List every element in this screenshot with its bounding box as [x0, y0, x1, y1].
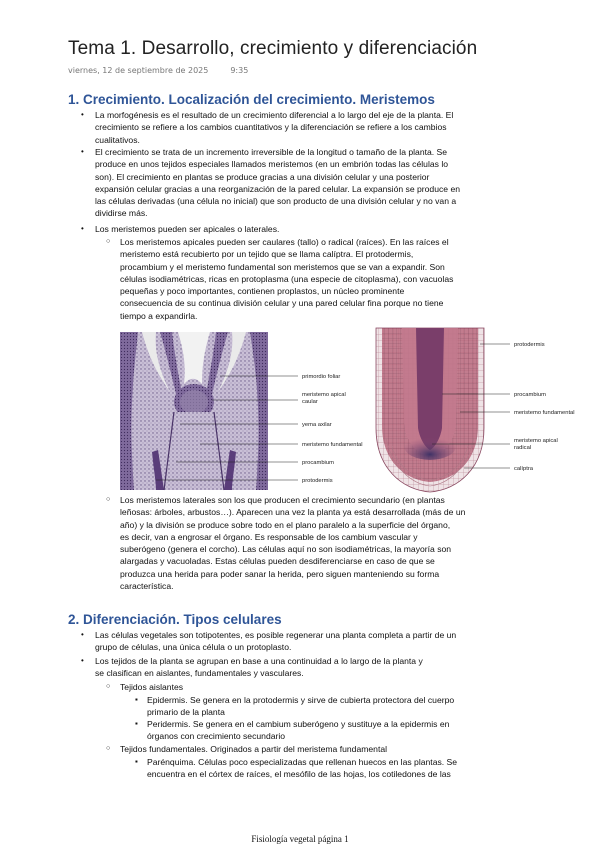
- text-line: produce en unos tejidos especiales llamados meristemos (en un embrión todas las células lo: [95, 159, 449, 170]
- text-line: produzca una herida para poder sanar la herida, pero siguen manteniendo su forma: [120, 568, 440, 579]
- item-periderm: [147, 718, 449, 743]
- bullet-morphogenesis: [95, 109, 453, 146]
- text-line: meristemo está recubierto por un tejido que se llama calíptra. El protodermis,: [120, 249, 414, 260]
- text-line: ○ Los meristemos apicales pueden ser caulares (tallo) o radical (raíces). En las raíces el: [120, 237, 449, 247]
- text-line: alargadas y vacuoladas. Estas células pueden desdiferenciarse en caso de que se: [120, 556, 435, 567]
- text-line: • Los tejidos de la planta se agrupan en base a una continuidad a lo largo de la planta y: [95, 656, 423, 666]
- text-line: expansión celular gracias a una reorganización de la pared celular. La expansión se produce en: [95, 183, 460, 194]
- root-apex-figure: [368, 328, 575, 494]
- text-line: • El crecimiento se trata de un incremento irreversible de la longitud o tamaño de la planta. Se: [95, 147, 448, 157]
- stem-apex-figure: [120, 332, 363, 490]
- text-line: • Las células vegetales son totipotentes, es posible regenerar una planta completa a partir de un: [95, 630, 457, 640]
- label-shoot-apical-meristem: meristemo apical: [302, 392, 346, 398]
- label-root-ground-meristem: meristemo fundamental: [514, 410, 575, 416]
- text-line: suberógeno (genera el corcho). Las células aquí no son isodiamétricas, la mayoría son: [120, 544, 452, 555]
- text-line: ▪ Epidermis. Se genera en la protodermis y sirve de cubierta protectora del cuerpo: [147, 695, 455, 705]
- text-line: se clasifican en aislantes, fundamentales y vasculares.: [95, 668, 304, 679]
- text-line: procambium y el meristemo fundamental son meristemos que se van a expandir. Son: [120, 261, 445, 272]
- text-line: ○ Los meristemos laterales son los que producen el crecimiento secundario (en plantas: [120, 495, 445, 505]
- timestamp: [68, 66, 248, 75]
- text-line: grupo de células, una única célula o un protoplasto.: [95, 642, 292, 653]
- label-root-protoderm: protodermis: [514, 342, 545, 348]
- bullet-growth: [95, 146, 460, 220]
- section-heading-differentiation: 2. Diferenciación. Tipos celulares: [68, 612, 282, 627]
- text-line: es decir, van a engrosar el órgano. Es responsable de los cambium vascular y: [120, 531, 418, 542]
- text-line: • Los meristemos pueden ser apicales o laterales.: [95, 224, 280, 234]
- text-line: ○ Tejidos aislantes: [120, 682, 184, 692]
- label-procambium: procambium: [302, 460, 334, 466]
- label-shoot-apical-meristem-2: caular: [302, 399, 318, 405]
- page-footer: Fisiología vegetal página 1: [251, 834, 349, 844]
- bullet-tissue-groups: [95, 655, 423, 680]
- text-line: ▪ Peridermis. Se genera en el cambium suberógeno y sustituye a la epidermis en: [147, 719, 450, 729]
- label-root-cap: calíptra: [514, 466, 534, 472]
- subbullet-ground-tissues: [120, 743, 387, 755]
- label-root-procambium: procambium: [514, 392, 546, 398]
- subbullet-apical-meristems: [120, 236, 453, 322]
- label-protoderm: protodermis: [302, 478, 333, 484]
- date-text: viernes, 12 de septiembre de 2025: [68, 66, 209, 75]
- bullet-totipotency: [95, 629, 456, 654]
- subbullet-lateral-meristems: [120, 494, 465, 592]
- subbullet-insulating-tissues: [120, 681, 183, 693]
- text-line: característica.: [120, 581, 174, 592]
- text-line: dividirse más.: [95, 208, 148, 219]
- label-leaf-primordium: primordio foliar: [302, 374, 341, 380]
- text-line: primario de la planta: [147, 707, 225, 718]
- text-line: encuentra en el córtex de raíces, el mesófilo de las hojas, los cotiledones de las: [147, 769, 451, 780]
- item-epidermis: [147, 694, 454, 719]
- page-title: Tema 1. Desarrollo, crecimiento y diferenciación: [68, 38, 478, 59]
- bullet-meristem-types: [95, 223, 279, 235]
- section-heading-growth: 1. Crecimiento. Localización del crecimiento. Meristemos: [68, 92, 435, 107]
- text-line: pequeñas y poco importantes, contienen proplastos, un núcleo prominente: [120, 286, 405, 297]
- text-line: células isodiamétricas, ricas en protoplasma (una especie de citoplasma), con vacuolas: [120, 273, 454, 284]
- label-axillary-bud: yema axilar: [302, 422, 332, 428]
- text-line: son). El crecimiento en plantas se produce gracias a una división celular y una posterior: [95, 171, 430, 182]
- text-line: ○ Tejidos fundamentales. Originados a partir del meristema fundamental: [120, 744, 388, 754]
- label-ground-meristem: meristemo fundamental: [302, 442, 363, 448]
- text-line: • La morfogénesis es el resultado de un crecimiento diferencial a lo largo del eje de la planta. El: [95, 110, 454, 120]
- text-line: leñosas: árboles, arbustos…). Aparecen una vez la planta ya está desarrollada (más de un: [120, 507, 466, 518]
- label-root-apical-meristem: meristemo apical: [514, 438, 558, 444]
- text-line: las células derivadas (una célula no inicial) que son producto de una división celular y no van a: [95, 196, 457, 207]
- text-line: ▪ Parénquima. Células poco especializadas que rellenan huecos en las plantas. Se: [147, 757, 458, 767]
- text-line: cualitativos.: [95, 134, 140, 145]
- text-line: tiempo a expandirla.: [120, 310, 198, 321]
- text-line: crecimiento se refiere a los cambios cuantitativos y la diferenciación se refiere a los cambios: [95, 122, 447, 133]
- time-text: 9:35: [230, 66, 249, 75]
- text-line: consecuencia de su continua división celular y una pared celular fina porque no tiene: [120, 298, 444, 309]
- item-parenchyma: [147, 756, 457, 781]
- text-line: año) y la división se produce sobre todo en el plano paralelo a la superficie del órgano,: [120, 519, 451, 530]
- label-root-apical-meristem-2: radical: [514, 445, 532, 451]
- text-line: órganos con crecimiento secundario: [147, 731, 286, 742]
